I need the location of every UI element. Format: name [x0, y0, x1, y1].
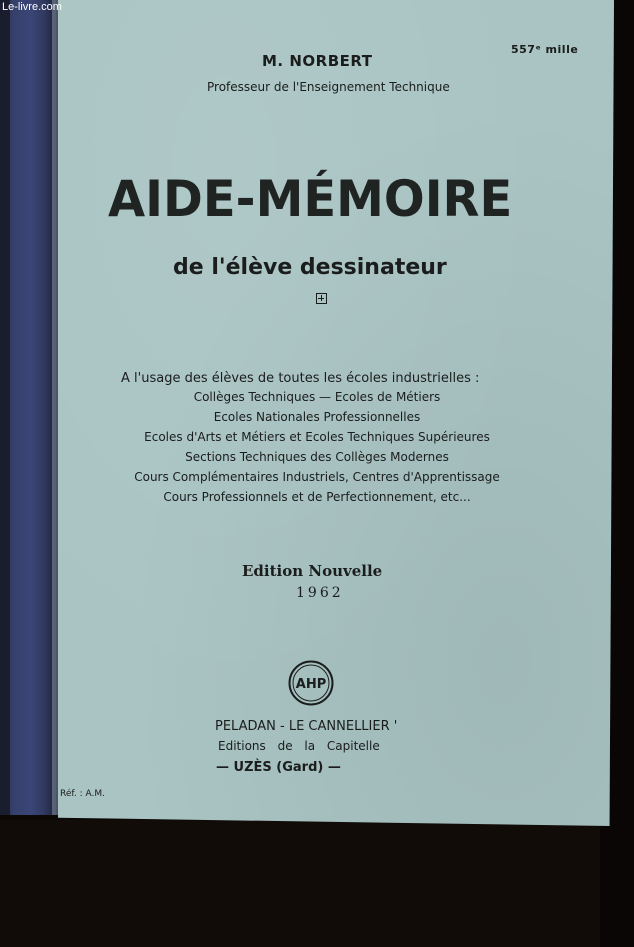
school-line: Collèges Techniques — Ecoles de Métiers — [193, 390, 441, 404]
school-line: Ecoles d'Arts et Métiers et Ecoles Techniques Supérieures — [144, 430, 490, 444]
author-title: Professeur de l'Enseignement Technique — [207, 80, 450, 94]
author-name: M. NORBERT — [262, 52, 373, 70]
school-line: Cours Professionnels et de Perfectionnement, etc... — [163, 490, 471, 504]
edition-label: Edition Nouvelle — [242, 562, 383, 580]
publisher-name: PELADAN - LE CANNELLIER ' — [215, 719, 398, 734]
school-line: Cours Complémentaires Industriels, Centres d'Apprentissage — [134, 470, 500, 484]
intro-text: A l'usage des élèves de toutes les écoles industrielles : — [121, 371, 480, 386]
logo-text: AHP — [295, 677, 327, 692]
edition-year: 1962 — [296, 585, 344, 601]
book-subtitle: de l'élève dessinateur — [173, 255, 447, 280]
dark-background — [0, 820, 634, 947]
publisher-logo — [288, 660, 334, 706]
publisher-imprint: Editions de la Capitelle — [218, 739, 380, 753]
book-title: AIDE-MÉMOIRE — [108, 170, 513, 228]
watermark: Le-livre.com — [2, 1, 62, 13]
print-run-label: 557ᵉ mille — [511, 43, 579, 56]
publisher-city: — UZÈS (Gard) — — [216, 760, 341, 775]
spine-dark-strip — [0, 0, 10, 815]
school-line: Ecoles Nationales Professionnelles — [213, 410, 421, 424]
reference-code: Réf. : A.M. — [60, 789, 105, 799]
school-line: Sections Techniques des Collèges Modernes — [185, 450, 449, 464]
square-ornament-icon — [316, 293, 327, 304]
